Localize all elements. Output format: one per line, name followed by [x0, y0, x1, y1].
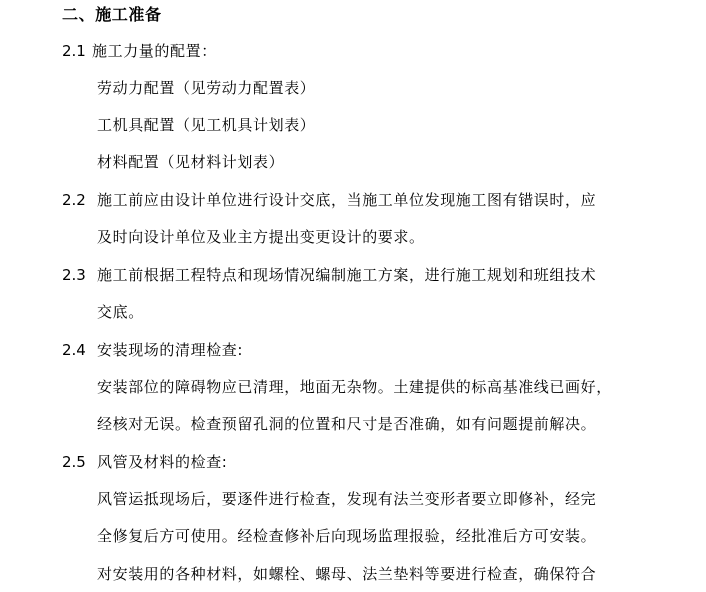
- paragraph-text: 对安装用的各种材料，如螺栓、螺母、法兰垫料等要进行检查，确保符合: [97, 565, 597, 583]
- section-title: 施工力量的配置：: [92, 42, 217, 60]
- section-number: 2.2: [62, 191, 86, 209]
- section-2-4-title: [62, 340, 243, 360]
- section-number: 2.4: [62, 341, 86, 359]
- paragraph-text: 施工前根据工程特点和现场情况编制施工方案，进行施工规划和班组技术: [97, 266, 597, 284]
- section-title: 安装现场的清理检查:: [97, 341, 244, 359]
- section-number: 2.3: [62, 266, 86, 284]
- section-number: 2.1: [62, 42, 86, 60]
- paragraph-text: 及时向设计单位及业主方提出变更设计的要求。: [97, 228, 425, 246]
- section-heading: 二、施工准备: [62, 5, 162, 24]
- section-title: 风管及材料的检查:: [97, 453, 228, 471]
- section-2-1-title: [62, 41, 217, 61]
- paragraph-text: 全修复后方可使用。经检查修补后向现场监理报验，经批准后方可安装。: [97, 527, 597, 545]
- section-2-2-line-1: [62, 190, 596, 210]
- section-2-5-title: [62, 452, 227, 472]
- paragraph-text: 风管运抵现场后，要逐件进行检查，发现有法兰变形者要立即修补，经完: [97, 490, 597, 508]
- paragraph-text: 施工前应由设计单位进行设计交底，当施工单位发现施工图有错误时，应: [97, 191, 597, 209]
- list-item: 材料配置（见材料计划表）: [97, 153, 285, 171]
- list-item: 劳动力配置（见劳动力配置表）: [97, 79, 316, 97]
- paragraph-text: 经核对无误。检查预留孔洞的位置和尺寸是否准确，如有问题提前解决。: [97, 415, 597, 433]
- paragraph-text: 安装部位的障碍物应已清理，地面无杂物。土建提供的标高基准线已画好，: [97, 378, 612, 396]
- paragraph-text: 交底。: [97, 303, 144, 321]
- list-item: 工机具配置（见工机具计划表）: [97, 116, 316, 134]
- section-number: 2.5: [62, 453, 86, 471]
- section-2-3-line-1: [62, 265, 596, 285]
